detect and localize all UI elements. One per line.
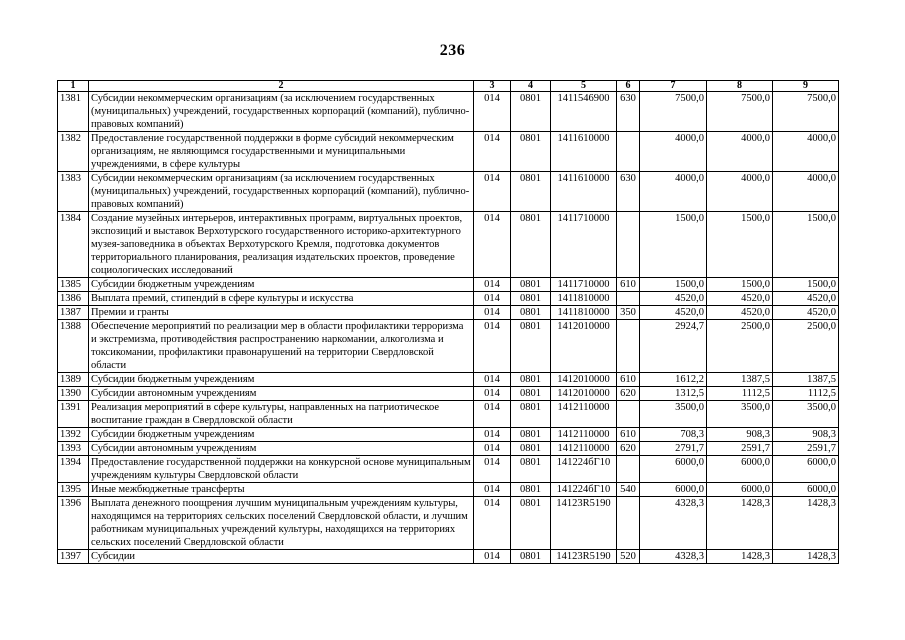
amount-col7-cell: 4520,0 (640, 292, 707, 306)
target-article-cell: 1411810000 (551, 306, 617, 320)
table-row (58, 456, 839, 483)
item-name-cell: Субсидии некоммерческим организациям (за исключением государственных (муниципальных) учреждений, государственных корпораций (компаний), публично-правовых компаний) (89, 92, 474, 132)
ministry-code-cell: 014 (474, 442, 511, 456)
expense-type-cell: 620 (617, 387, 640, 401)
item-name-cell: Субсидии бюджетным учреждениям (89, 373, 474, 387)
section-code-cell: 0801 (511, 306, 551, 320)
section-code-cell: 0801 (511, 550, 551, 564)
table-row (58, 292, 839, 306)
target-article-cell: 1411810000 (551, 292, 617, 306)
expense-type-cell: 620 (617, 442, 640, 456)
amount-col8-cell: 4520,0 (707, 292, 773, 306)
expense-type-cell: 610 (617, 428, 640, 442)
table-row (58, 550, 839, 564)
page-number: 236 (439, 42, 466, 59)
target-article-cell: 1412110000 (551, 442, 617, 456)
amount-col9-cell: 2591,7 (773, 442, 839, 456)
ministry-code-cell: 014 (474, 278, 511, 292)
ministry-code-cell: 014 (474, 428, 511, 442)
row-number-cell: 1395 (58, 483, 89, 497)
amount-col9-cell: 1500,0 (773, 212, 839, 278)
table-row (58, 278, 839, 292)
row-number-cell: 1387 (58, 306, 89, 320)
amount-col8-cell: 4000,0 (707, 132, 773, 172)
item-name-cell: Субсидии автономным учреждениям (89, 442, 474, 456)
item-name-cell: Субсидии бюджетным учреждениям (89, 428, 474, 442)
amount-col7-cell: 1500,0 (640, 278, 707, 292)
amount-col7-cell: 6000,0 (640, 456, 707, 483)
amount-col9-cell: 1428,3 (773, 550, 839, 564)
item-name-cell: Создание музейных интерьеров, интерактивных программ, виртуальных проектов, экспозиций и выставок Верхотурского государственного историко-архитектурного музея-заповедника в объектах Верхотурского Кремля, подготовка документов территориального планирования, реализация издательских проектов, проведение социологических исследований (89, 212, 474, 278)
ministry-code-cell: 014 (474, 172, 511, 212)
row-number-cell: 1392 (58, 428, 89, 442)
expense-type-cell (617, 497, 640, 550)
row-number-cell: 1384 (58, 212, 89, 278)
row-number-cell: 1391 (58, 401, 89, 428)
table-row (58, 172, 839, 212)
amount-col7-cell: 1500,0 (640, 212, 707, 278)
amount-col9-cell: 6000,0 (773, 456, 839, 483)
amount-col8-cell: 1500,0 (707, 278, 773, 292)
amount-col7-cell: 4328,3 (640, 497, 707, 550)
expense-type-cell (617, 292, 640, 306)
amount-col8-cell: 2500,0 (707, 320, 773, 373)
item-name-cell: Реализация мероприятий в сфере культуры, направленных на патриотическое воспитание граждан в Свердловской области (89, 401, 474, 428)
amount-col9-cell: 2500,0 (773, 320, 839, 373)
table-row (58, 320, 839, 373)
section-code-cell: 0801 (511, 442, 551, 456)
target-article-cell: 1411710000 (551, 212, 617, 278)
target-article-cell: 1412010000 (551, 320, 617, 373)
table-row (58, 212, 839, 278)
amount-col8-cell: 1428,3 (707, 497, 773, 550)
ministry-code-cell: 014 (474, 373, 511, 387)
ministry-code-cell: 014 (474, 292, 511, 306)
section-code-cell: 0801 (511, 401, 551, 428)
row-number-cell: 1382 (58, 132, 89, 172)
item-name-cell: Предоставление государственной поддержки на конкурсной основе муниципальным учреждениям культуры Свердловской области (89, 456, 474, 483)
table-row (58, 373, 839, 387)
amount-col8-cell: 908,3 (707, 428, 773, 442)
expense-type-cell: 350 (617, 306, 640, 320)
table-body (58, 92, 839, 564)
row-number-cell: 1381 (58, 92, 89, 132)
ministry-code-cell: 014 (474, 387, 511, 401)
expense-type-cell: 520 (617, 550, 640, 564)
amount-col7-cell: 4000,0 (640, 172, 707, 212)
amount-col9-cell: 4000,0 (773, 132, 839, 172)
amount-col7-cell: 2924,7 (640, 320, 707, 373)
target-article-cell: 1411710000 (551, 278, 617, 292)
item-name-cell: Иные межбюджетные трансферты (89, 483, 474, 497)
table-row (58, 387, 839, 401)
ministry-code-cell: 014 (474, 92, 511, 132)
column-header: 9 (773, 81, 839, 92)
row-number-cell: 1388 (58, 320, 89, 373)
ministry-code-cell: 014 (474, 401, 511, 428)
row-number-cell: 1396 (58, 497, 89, 550)
amount-col7-cell: 6000,0 (640, 483, 707, 497)
expense-type-cell (617, 456, 640, 483)
item-name-cell: Субсидии автономным учреждениям (89, 387, 474, 401)
amount-col8-cell: 7500,0 (707, 92, 773, 132)
amount-col8-cell: 1500,0 (707, 212, 773, 278)
amount-col8-cell: 1387,5 (707, 373, 773, 387)
ministry-code-cell: 014 (474, 483, 511, 497)
target-article-cell: 141224бГ10 (551, 456, 617, 483)
section-code-cell: 0801 (511, 212, 551, 278)
amount-col9-cell: 4000,0 (773, 172, 839, 212)
target-article-cell: 1412110000 (551, 401, 617, 428)
table-row (58, 132, 839, 172)
amount-col7-cell: 4000,0 (640, 132, 707, 172)
amount-col9-cell: 1112,5 (773, 387, 839, 401)
item-name-cell: Выплата премий, стипендий в сфере культуры и искусства (89, 292, 474, 306)
amount-col9-cell: 1500,0 (773, 278, 839, 292)
target-article-cell: 1411610000 (551, 172, 617, 212)
section-code-cell: 0801 (511, 428, 551, 442)
expense-type-cell: 630 (617, 172, 640, 212)
row-number-cell: 1385 (58, 278, 89, 292)
amount-col8-cell: 1428,3 (707, 550, 773, 564)
expense-type-cell: 540 (617, 483, 640, 497)
target-article-cell: 1411610000 (551, 132, 617, 172)
item-name-cell: Субсидии некоммерческим организациям (за исключением государственных (муниципальных) учреждений, государственных корпораций (компаний), публично-правовых компаний) (89, 172, 474, 212)
ministry-code-cell: 014 (474, 132, 511, 172)
amount-col7-cell: 7500,0 (640, 92, 707, 132)
column-header: 5 (551, 81, 617, 92)
table-header-row (58, 81, 839, 92)
expense-type-cell: 610 (617, 373, 640, 387)
target-article-cell: 1412110000 (551, 428, 617, 442)
amount-col8-cell: 6000,0 (707, 483, 773, 497)
amount-col8-cell: 1112,5 (707, 387, 773, 401)
column-header: 8 (707, 81, 773, 92)
amount-col8-cell: 2591,7 (707, 442, 773, 456)
section-code-cell: 0801 (511, 497, 551, 550)
amount-col8-cell: 4000,0 (707, 172, 773, 212)
expense-type-cell (617, 212, 640, 278)
ministry-code-cell: 014 (474, 550, 511, 564)
table-row (58, 497, 839, 550)
item-name-cell: Выплата денежного поощрения лучшим муниципальным учреждениям культуры, находящимся на территориях сельских поселений Свердловской области, и лучшим работникам муниципальных учреждений культуры, находящихся на территориях сельских поселений Свердловской области (89, 497, 474, 550)
column-header: 7 (640, 81, 707, 92)
ministry-code-cell: 014 (474, 212, 511, 278)
amount-col9-cell: 4520,0 (773, 306, 839, 320)
amount-col9-cell: 7500,0 (773, 92, 839, 132)
target-article-cell: 1411546900 (551, 92, 617, 132)
budget-table (57, 80, 839, 564)
amount-col9-cell: 908,3 (773, 428, 839, 442)
section-code-cell: 0801 (511, 373, 551, 387)
amount-col7-cell: 4328,3 (640, 550, 707, 564)
section-code-cell: 0801 (511, 172, 551, 212)
row-number-cell: 1386 (58, 292, 89, 306)
column-header: 3 (474, 81, 511, 92)
table-row (58, 442, 839, 456)
target-article-cell: 14123R5190 (551, 550, 617, 564)
target-article-cell: 1412010000 (551, 373, 617, 387)
amount-col9-cell: 1387,5 (773, 373, 839, 387)
row-number-cell: 1394 (58, 456, 89, 483)
row-number-cell: 1390 (58, 387, 89, 401)
expense-type-cell: 610 (617, 278, 640, 292)
expense-type-cell (617, 401, 640, 428)
item-name-cell: Субсидии бюджетным учреждениям (89, 278, 474, 292)
amount-col7-cell: 4520,0 (640, 306, 707, 320)
item-name-cell: Премии и гранты (89, 306, 474, 320)
item-name-cell: Предоставление государственной поддержки в форме субсидий некоммерческим организациям, не являющимся государственными и муниципальными учреждениями, в сфере культуры (89, 132, 474, 172)
column-header: 2 (89, 81, 474, 92)
ministry-code-cell: 014 (474, 456, 511, 483)
amount-col9-cell: 1428,3 (773, 497, 839, 550)
row-number-cell: 1397 (58, 550, 89, 564)
target-article-cell: 14123R5190 (551, 497, 617, 550)
section-code-cell: 0801 (511, 292, 551, 306)
item-name-cell: Субсидии (89, 550, 474, 564)
table-row (58, 401, 839, 428)
ministry-code-cell: 014 (474, 320, 511, 373)
ministry-code-cell: 014 (474, 497, 511, 550)
amount-col9-cell: 3500,0 (773, 401, 839, 428)
amount-col7-cell: 1612,2 (640, 373, 707, 387)
section-code-cell: 0801 (511, 92, 551, 132)
table-row (58, 306, 839, 320)
expense-type-cell (617, 132, 640, 172)
expense-type-cell (617, 320, 640, 373)
target-article-cell: 1412010000 (551, 387, 617, 401)
section-code-cell: 0801 (511, 320, 551, 373)
amount-col7-cell: 2791,7 (640, 442, 707, 456)
table-row (58, 428, 839, 442)
column-header: 1 (58, 81, 89, 92)
row-number-cell: 1389 (58, 373, 89, 387)
amount-col9-cell: 4520,0 (773, 292, 839, 306)
table-row (58, 483, 839, 497)
column-header: 4 (511, 81, 551, 92)
row-number-cell: 1393 (58, 442, 89, 456)
amount-col9-cell: 6000,0 (773, 483, 839, 497)
row-number-cell: 1383 (58, 172, 89, 212)
section-code-cell: 0801 (511, 456, 551, 483)
item-name-cell: Обеспечение мероприятий по реализации мер в области профилактики терроризма и экстремизма, противодействия распространению наркомании, алкоголизма и токсикомании, профилактики правонарушений на территории Свердловской области (89, 320, 474, 373)
amount-col7-cell: 3500,0 (640, 401, 707, 428)
section-code-cell: 0801 (511, 278, 551, 292)
table-row (58, 92, 839, 132)
ministry-code-cell: 014 (474, 306, 511, 320)
section-code-cell: 0801 (511, 387, 551, 401)
amount-col8-cell: 6000,0 (707, 456, 773, 483)
amount-col8-cell: 3500,0 (707, 401, 773, 428)
target-article-cell: 141224бГ10 (551, 483, 617, 497)
amount-col7-cell: 708,3 (640, 428, 707, 442)
section-code-cell: 0801 (511, 132, 551, 172)
section-code-cell: 0801 (511, 483, 551, 497)
amount-col7-cell: 1312,5 (640, 387, 707, 401)
expense-type-cell: 630 (617, 92, 640, 132)
amount-col8-cell: 4520,0 (707, 306, 773, 320)
column-header: 6 (617, 81, 640, 92)
